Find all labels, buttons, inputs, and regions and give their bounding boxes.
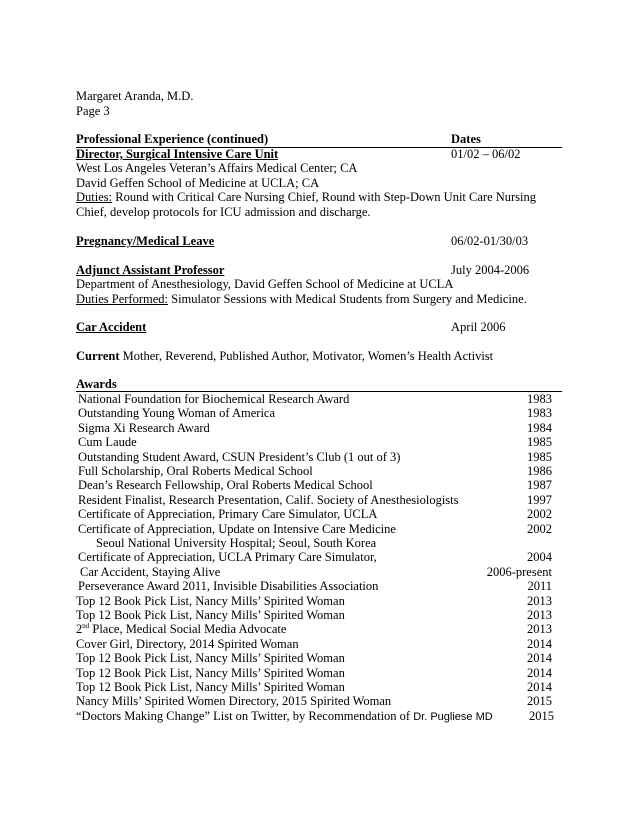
award-name-text: Full Scholarship, Oral Roberts Medical School — [78, 464, 313, 478]
award-row — [76, 392, 552, 406]
accident-dates: April 2006 — [451, 320, 506, 334]
award-name — [76, 666, 345, 680]
adjunct-dates: July 2004-2006 — [451, 263, 530, 277]
award-year: 2013 — [527, 593, 552, 608]
award-name-text: Cum Laude — [78, 435, 137, 450]
award-row — [76, 709, 552, 723]
leave-title: Pregnancy/Medical Leave — [76, 234, 215, 248]
award-row — [76, 464, 552, 478]
award-year: 1984 — [527, 420, 552, 435]
award-row — [76, 450, 552, 464]
award-name — [78, 579, 378, 593]
award-name-text: Car Accident, Staying Alive — [80, 564, 221, 579]
award-year: 2015 — [529, 708, 554, 723]
award-row — [76, 608, 552, 622]
award-name — [76, 694, 391, 708]
award-name — [78, 507, 377, 521]
award-ordinal-suffix: nd — [82, 622, 90, 631]
award-year: 2015 — [527, 694, 552, 709]
award-name — [76, 680, 345, 694]
award-row — [76, 622, 552, 636]
award-name — [78, 478, 373, 492]
award-name — [80, 565, 220, 579]
award-row — [76, 507, 552, 521]
award-name-text: Outstanding Young Woman of America — [78, 406, 276, 421]
award-name — [78, 550, 377, 564]
award-name-text: Certificate of Appreciation, UCLA Primary Care Simulator, — [78, 550, 377, 565]
award-row — [76, 651, 552, 665]
award-name — [78, 464, 313, 478]
duties-performed-text: Simulator Sessions with Medical Students from Surgery and Medicine. — [168, 292, 527, 306]
award-name — [78, 406, 275, 420]
award-name-text: Top 12 Book Pick List, Nancy Mills’ Spirited Woman — [76, 608, 345, 622]
current-text: Mother, Reverend, Published Author, Motivator, Women’s Health Activist — [119, 349, 494, 363]
award-year: 2004 — [527, 550, 552, 565]
award-year: 1983 — [527, 392, 552, 406]
award-year: 2014 — [527, 680, 552, 694]
adjunct-line1: Department of Anesthesiology, David Geffen School of Medicine at UCLA — [76, 277, 454, 291]
director-line2: David Geffen School of Medicine at UCLA; CA — [76, 176, 320, 190]
award-year: 2013 — [527, 622, 552, 637]
award-row — [76, 406, 552, 420]
director-duties — [76, 190, 536, 204]
award-name-text: Outstanding Student Award, CSUN President’s Club (1 out of 3) — [78, 449, 401, 464]
award-year: 2002 — [527, 521, 552, 536]
award-name — [76, 622, 286, 636]
duties-performed-label: Duties Performed: — [76, 292, 168, 306]
director-duties-cont: Chief, develop protocols for ICU admission and discharge. — [76, 205, 371, 219]
award-name — [78, 493, 459, 507]
award-name-text: Seoul National University Hospital; Seoul, South Korea — [96, 536, 377, 550]
award-row — [76, 694, 552, 708]
award-name — [76, 608, 345, 622]
award-row — [76, 421, 552, 435]
award-name — [78, 522, 396, 536]
award-year: 1987 — [527, 478, 552, 493]
award-row — [76, 478, 552, 492]
award-row — [76, 565, 552, 579]
award-name — [96, 536, 376, 550]
director-dates: 01/02 – 06/02 — [451, 147, 521, 161]
leave-dates: 06/02-01/30/03 — [451, 234, 529, 248]
award-name-text: “Doctors Making Change” List on Twitter, by Recommendation of — [76, 708, 414, 723]
awards-heading: Awards — [76, 377, 117, 391]
adjunct-title: Adjunct Assistant Professor — [76, 263, 225, 277]
current-label: Current — [76, 349, 120, 363]
award-name — [78, 421, 210, 435]
award-row — [76, 680, 552, 694]
award-year: 2014 — [527, 651, 552, 666]
award-year: 1983 — [527, 406, 552, 421]
accident-title: Car Accident — [76, 320, 147, 334]
award-name-text: Cover Girl, Directory, 2014 Spirited Woman — [76, 636, 299, 651]
award-name-text: National Foundation for Biochemical Research Award — [78, 392, 350, 406]
award-name — [78, 435, 137, 449]
award-year: 1985 — [527, 449, 552, 464]
award-row — [76, 435, 552, 449]
award-year: 1997 — [527, 492, 552, 507]
award-year: 2014 — [527, 665, 552, 680]
award-year: 2011 — [527, 579, 552, 594]
page-number: Page 3 — [76, 104, 110, 118]
award-row — [76, 594, 552, 608]
author-name: Margaret Aranda, M.D. — [76, 89, 194, 103]
award-row — [76, 550, 552, 564]
award-name — [78, 450, 400, 464]
duties-label: Duties: — [76, 190, 113, 204]
experience-heading: Professional Experience (continued) — [76, 132, 269, 146]
award-name-text: Certificate of Appreciation, Primary Care Simulator, UCLA — [78, 507, 378, 522]
award-name-text: Resident Finalist, Research Presentation, Calif. Society of Anesthesiologists — [78, 492, 459, 507]
current-line — [76, 349, 493, 363]
adjunct-duties — [76, 292, 527, 306]
award-name-text: Sigma Xi Research Award — [78, 420, 210, 435]
award-row — [76, 536, 552, 550]
award-name-text: Place, Medical Social Media Advocate — [89, 622, 287, 637]
award-name — [76, 637, 299, 651]
award-year: 2014 — [527, 636, 552, 651]
award-year: 2013 — [527, 608, 552, 622]
award-name — [76, 709, 493, 724]
award-name-text: Top 12 Book Pick List, Nancy Mills’ Spirited Woman — [76, 593, 345, 608]
director-title: Director, Surgical Intensive Care Unit — [76, 147, 279, 161]
award-row — [76, 637, 552, 651]
dates-heading: Dates — [451, 132, 481, 146]
award-year: 2006-present — [486, 564, 552, 579]
award-name-text: Top 12 Book Pick List, Nancy Mills’ Spirited Woman — [76, 651, 345, 666]
award-ordinal: 2 — [76, 622, 83, 637]
award-name-text: Perseverance Award 2011, Invisible Disabilities Association — [78, 579, 379, 594]
award-year: 1985 — [527, 435, 552, 450]
award-row — [76, 493, 552, 507]
award-name — [76, 651, 345, 665]
award-row — [76, 579, 552, 593]
award-recommender: Dr. Pugliese MD — [413, 710, 493, 723]
award-name-text: Dean’s Research Fellowship, Oral Roberts Medical School — [78, 478, 373, 493]
award-name-text: Nancy Mills’ Spirited Women Directory, 2015 Spirited Woman — [76, 694, 392, 709]
award-year: 2002 — [527, 507, 552, 522]
director-line1: West Los Angeles Veteran’s Affairs Medical Center; CA — [76, 161, 358, 175]
award-name-text: Top 12 Book Pick List, Nancy Mills’ Spirited Woman — [76, 680, 345, 694]
award-name — [78, 392, 349, 406]
duties-text: Round with Critical Care Nursing Chief, Round with Step-Down Unit Care Nursing — [112, 190, 537, 204]
award-row — [76, 666, 552, 680]
award-name-text: Certificate of Appreciation, Update on Intensive Care Medicine — [78, 521, 396, 536]
award-name — [76, 594, 345, 608]
award-year: 1986 — [527, 464, 552, 478]
award-name-text: Top 12 Book Pick List, Nancy Mills’ Spirited Woman — [76, 665, 345, 680]
award-row — [76, 522, 552, 536]
